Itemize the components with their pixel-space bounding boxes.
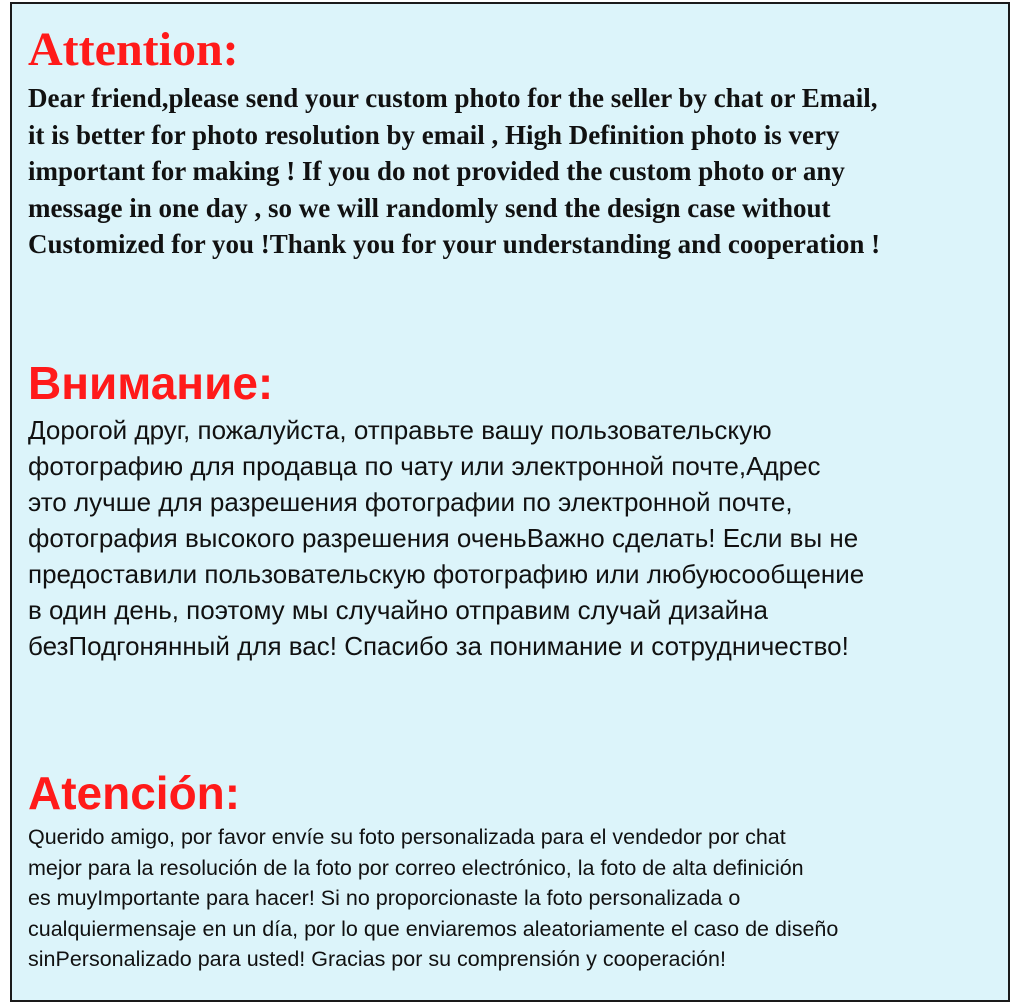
- russian-line: предоставили пользовательскую фотографию или любуюсообщение: [28, 559, 865, 589]
- spanish-title: Atención:: [28, 767, 241, 819]
- english-line: it is better for photo resolution by email , High Definition photo is very: [28, 119, 840, 150]
- english-title: Attention:: [28, 23, 239, 76]
- russian-title: Внимание:: [28, 357, 274, 409]
- spanish-line: Querido amigo, por favor envíe su foto personalizada para el vendedor por chat: [28, 825, 786, 849]
- english-line: Customized for you !Thank you for your understanding and cooperation !: [28, 229, 881, 259]
- notice-panel: [10, 2, 1010, 1002]
- russian-section: [28, 357, 1004, 664]
- russian-line: Дорогой друг, пожалуйста, отправьте вашу пользовательскую: [28, 415, 772, 445]
- russian-line: фотография высокого разрешения оченьВажно сделать! Если вы не: [28, 523, 859, 553]
- english-line: important for making ! If you do not provided the custom photo or any: [28, 156, 845, 186]
- spanish-message: [28, 822, 1004, 975]
- russian-message: [28, 412, 1004, 664]
- russian-line: это лучше для разрешения фотографии по электронной почте,: [28, 487, 793, 517]
- russian-line: в один день, поэтому мы случайно отправим случай дизайна: [28, 595, 768, 625]
- spanish-line: es muyImportante para hacer! Si no proporcionaste la foto personalizada o: [28, 886, 741, 910]
- english-section: [28, 23, 1004, 263]
- english-line: Dear friend,please send your custom photo for the seller by chat or Email,: [28, 83, 878, 113]
- spanish-line: mejor para la resolución de la foto por correo electrónico, la foto de alta definición: [28, 855, 804, 880]
- spanish-section: [28, 767, 1004, 975]
- russian-line: фотографию для продавца по чату или электронной почте,Адрес: [28, 451, 821, 481]
- spanish-line: sinPersonalizado para usted! Gracias por su comprensión y cooperación!: [28, 947, 726, 971]
- english-line: message in one day , so we will randomly send the design case without: [28, 192, 831, 223]
- spanish-line: cualquiermensaje en un día, por lo que enviaremos aleatoriamente el caso de diseño: [28, 916, 839, 941]
- russian-line: безПодгонянный для вас! Спасибо за понимание и сотрудничество!: [28, 631, 849, 661]
- english-message: [28, 80, 1004, 263]
